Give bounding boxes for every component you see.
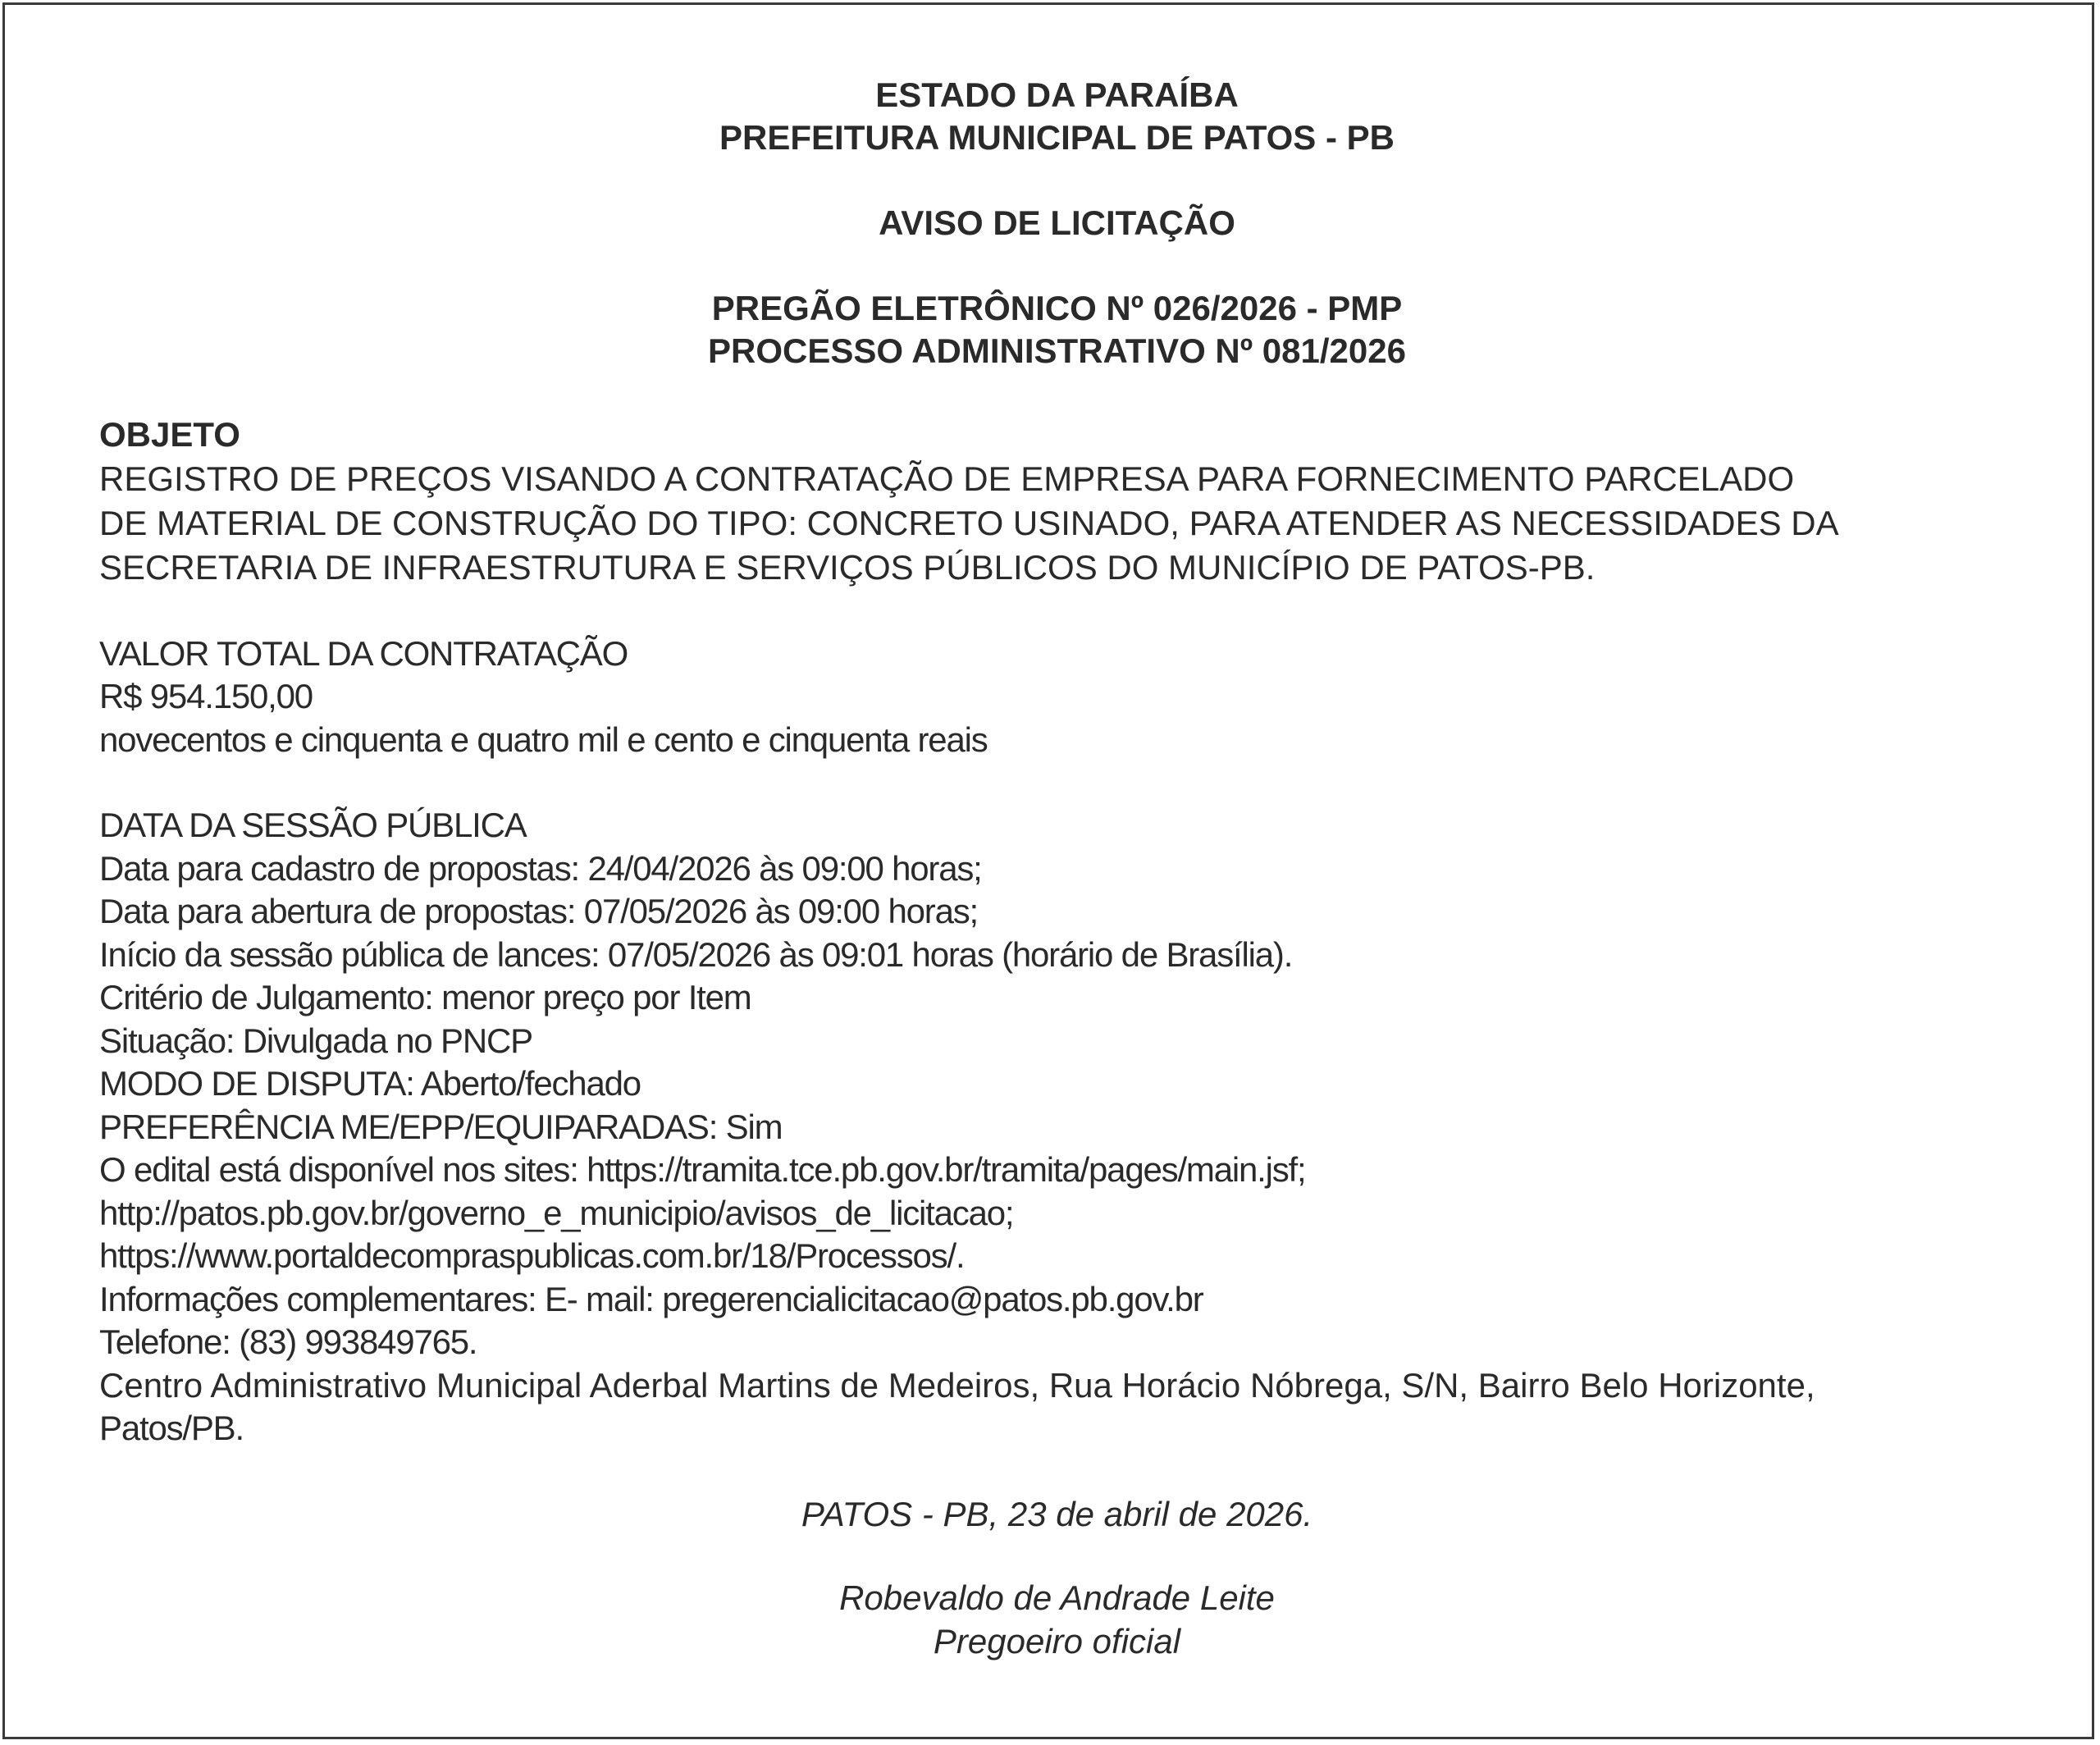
- sessao-line: Início da sessão pública de lances: 07/05/2026 às 09:01 horas (horário de Brasília).: [99, 934, 1293, 974]
- objeto-line: REGISTRO DE PREÇOS VISANDO A CONTRATAÇÃO DE EMPRESA PARA FORNECIMENTO PARCELADO: [99, 459, 1795, 498]
- sessao-line: http://patos.pb.gov.br/governo_e_municipio/avisos_de_licitacao;: [99, 1193, 1014, 1232]
- notice-header: [99, 74, 2015, 372]
- valor-section: [99, 633, 2015, 762]
- valor-amount: R$ 954.150,00: [99, 677, 313, 715]
- sessao-line: Data para cadastro de propostas: 24/04/2026 às 09:00 horas;: [99, 848, 982, 888]
- sessao-heading: DATA DA SESSÃO PÚBLICA: [99, 806, 527, 844]
- objeto-line: SECRETARIA DE INFRAESTRUTURA E SERVIÇOS PÚBLICOS DO MUNICÍPIO DE PATOS-PB.: [99, 547, 1596, 587]
- document-frame: [2, 2, 2094, 1739]
- sessao-line: Data para abertura de propostas: 07/05/2026 às 09:00 horas;: [99, 892, 978, 930]
- state-name: ESTADO DA PARAÍBA: [875, 75, 1239, 114]
- sessao-line: Patos/PB.: [99, 1409, 244, 1447]
- sessao-line: Situação: Divulgada no PNCP: [99, 1021, 532, 1060]
- sessao-line: Informações complementares: E- mail: pregerencialicitacao@patos.pb.gov.br: [99, 1279, 1203, 1318]
- sessao-line: PREFERÊNCIA ME/EPP/EQUIPARADAS: Sim: [99, 1107, 783, 1146]
- sessao-line: Centro Administrativo Municipal Aderbal Martins de Medeiros, Rua Horácio Nóbrega, S/N, Bairro Belo Horizonte,: [99, 1365, 1815, 1405]
- valor-in-words: novecentos e cinquenta e quatro mil e cento e cinquenta reais: [99, 719, 988, 759]
- valor-heading: VALOR TOTAL DA CONTRATAÇÃO: [99, 633, 628, 673]
- prefecture-name: PREFEITURA MUNICIPAL DE PATOS - PB: [719, 118, 1395, 157]
- objeto-section: [99, 413, 2015, 590]
- notice-content: [99, 74, 2015, 1663]
- sessao-line: Telefone: (83) 993849765.: [99, 1322, 477, 1361]
- process-number: PROCESSO ADMINISTRATIVO Nº 081/2026: [708, 331, 1406, 370]
- sessao-line: MODO DE DISPUTA: Aberto/fechado: [99, 1064, 641, 1103]
- sessao-line: https://www.portaldecompraspublicas.com.br/18/Processos/.: [99, 1236, 965, 1275]
- signer-role: Pregoeiro oficial: [933, 1621, 1181, 1660]
- place-date: PATOS - PB, 23 de abril de 2026.: [801, 1494, 1313, 1533]
- signer-name: Robevaldo de Andrade Leite: [839, 1578, 1275, 1617]
- notice-title: AVISO DE LICITAÇÃO: [879, 203, 1235, 242]
- signature-block: [99, 1493, 2015, 1664]
- sessao-section: [99, 804, 2015, 1450]
- objeto-heading: OBJETO: [99, 415, 240, 454]
- sessao-line: Critério de Julgamento: menor preço por Item: [99, 978, 751, 1016]
- auction-number: PREGÃO ELETRÔNICO Nº 026/2026 - PMP: [711, 289, 1403, 327]
- objeto-line: DE MATERIAL DE CONSTRUÇÃO DO TIPO: CONCRETO USINADO, PARA ATENDER AS NECESSIDADES DA: [99, 503, 1839, 542]
- sessao-line: O edital está disponível nos sites: https://tramita.tce.pb.gov.br/tramita/pages/main.jsf;: [99, 1150, 1306, 1189]
